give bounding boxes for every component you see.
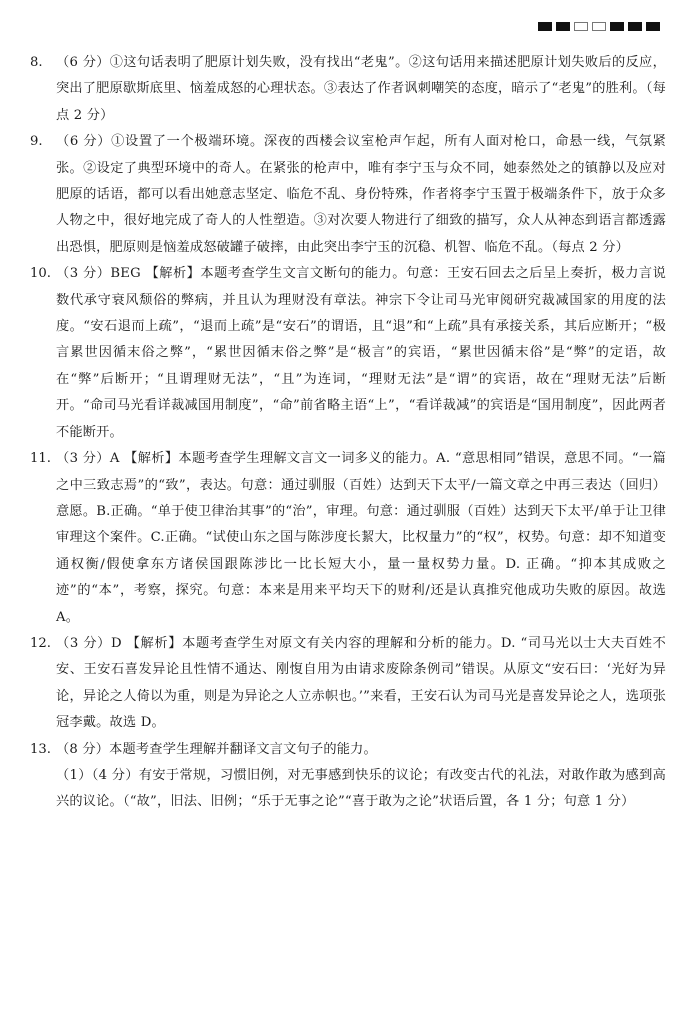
header-mark xyxy=(574,22,588,31)
item-number: 13. xyxy=(30,741,51,757)
item-number: 8. xyxy=(30,55,43,70)
item-text: （3 分）BEG 【解析】本题考查学生文言文断句的能力。句意：王安石回去之后呈上奏折，极力言说数代承守衰风颓俗的弊病，并且认为理财没有章法。神宗下令让司马光审阅研究裁减国家的用度的法度。“安石退而上疏”，“退而上疏”是“安石”的谓语，且“退”和“上疏”具有承接关系，其后应断开；“极言累世因循末俗之弊”，“累世因循末俗之弊”是“极言”的宾语，“累世因循末俗”是“弊”的定语，故在“弊”后断开；“且谓理财无法”，“且”为连词，“理财无法”是“谓”的宾语，故在“理财无法”后断开。“命司马光看详裁减国用制度”，“命”前省略主语“上”，“看详裁减”的宾语是“国用制度”，因此两者不能断开。 xyxy=(56,266,666,440)
answer-item-10 xyxy=(30,261,666,446)
header-mark xyxy=(646,22,660,31)
item-text: （6 分）①这句话表明了肥原计划失败，没有找出“老鬼”。②这句话用来描述肥原计划失败后的反应，突出了肥原歇斯底里、恼羞成怒的心理状态。③表达了作者讽刺嘲笑的态度，暗示了“老鬼”的胜利。（每点 2 分） xyxy=(56,55,666,123)
item-number: 9. xyxy=(30,134,43,150)
answer-item-13 xyxy=(30,737,666,763)
item-text: （8 分）本题考查学生理解并翻译文言文句子的能力。 xyxy=(56,741,377,757)
item-number: 10. xyxy=(30,266,51,282)
header-mark xyxy=(628,22,642,31)
answer-item-9 xyxy=(30,129,666,261)
item-number: 11. xyxy=(30,451,51,467)
header-mark xyxy=(592,22,606,31)
item-text: （6 分）①设置了一个极端环境。深夜的西楼会议室枪声乍起，所有人面对枪口，命悬一线，气氛紧张。②设定了典型环境中的奇人。在紧张的枪声中，唯有李宁玉与众不同，她泰然处之的镇静以及应对肥原的话语，都可以看出她意志坚定、临危不乱、身份特殊，作者将李宁玉置于极端条件下，放于众多人物之中，很好地完成了奇人的人性塑造。③对次要人物进行了细致的描写，众人从神态到语言都透露出恐惧，肥原则是恼羞成怒破罐子破摔，由此突出李宁玉的沉稳、机智、临危不乱。（每点 2 分） xyxy=(56,134,666,255)
header-mark xyxy=(538,22,552,31)
answer-item-11 xyxy=(30,446,666,631)
header-marks xyxy=(538,22,660,31)
answer-item-12 xyxy=(30,631,666,737)
answer-content xyxy=(30,50,666,816)
item-number: 12. xyxy=(30,635,51,651)
header-mark xyxy=(610,22,624,31)
header-mark xyxy=(556,22,570,31)
answer-sub-item-13-1: （1）（4 分）有安于常规，习惯旧例，对无事感到快乐的议论；有改变古代的礼法，对敢作敢为感到高兴的议论。（“故”，旧法、旧例；“乐于无事之论”“喜于敢为之论”状语后置，各 1 分；句意 1 分） xyxy=(56,767,666,810)
answer-item-8 xyxy=(30,50,666,129)
item-text: （3 分）A 【解析】本题考查学生理解文言文一词多义的能力。A. “意思相同”错误，意思不同。“一篇之中三致志焉”的“致”，表达。句意：通过驯服（百姓）达到天下太平/一篇文章之中再三表达（回归）意愿。B.正确。“单于使卫律治其事”的“治”，审理。句意：通过驯服（百姓）达到天下太平/单于让卫律审理这个案件。C.正确。“试使山东之国与陈涉度长絜大，比权量力”的“权”，权势。句意：却不知道变通权衡/假使拿东方诸侯国跟陈涉比一比长短大小，量一量权势力量。D. 正确。“抑本其成败之迹”的“本”，考察，探究。句意：本来是用来平均天下的财利/还是认真推究他成功失败的原因。故选 A。 xyxy=(56,451,666,625)
item-text: （3 分）D 【解析】本题考查学生对原文有关内容的理解和分析的能力。D. “司马光以士大夫百姓不安、王安石喜发异论且性情不通达、刚愎自用为由请求废除条例司”错误。从原文“安石曰：‘光好为异论，异论之人倚以为重，则是为异论之人立赤帜也。’”来看，王安石认为司马光是喜发异论之人，选项张冠李戴。故选 D。 xyxy=(56,635,666,731)
